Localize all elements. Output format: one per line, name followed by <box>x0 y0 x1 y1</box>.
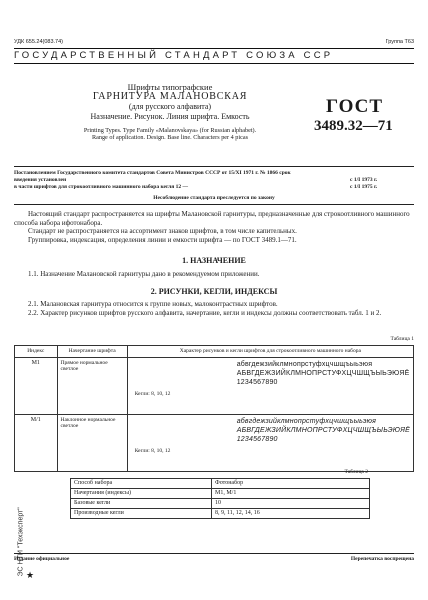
row2-digits: 1234567890 <box>236 435 278 443</box>
gost-label: ГОСТ <box>326 96 384 117</box>
intro-paragraph-2: Стандарт не распространяется на ассортимент знаков шрифтов, в том числе капительных. <box>28 227 297 235</box>
decree-rule-bottom <box>14 204 414 205</box>
intro-section <box>14 210 414 244</box>
table2-caption: Таблица 2 <box>344 469 368 475</box>
row2-style: Наклонное нормальное светлое <box>57 414 127 471</box>
group-code: Группа Т63 <box>385 39 414 45</box>
star-icon: ★ <box>26 570 35 580</box>
row1-digits: 1234567890 <box>236 378 278 386</box>
standard-banner: ГОСУДАРСТВЕННЫЙ СТАНДАРТ СОЮЗА ССР <box>14 50 334 61</box>
decree-date1: с 1/I 1973 г. <box>350 177 378 183</box>
title-line4: Назначение. Рисунок. Линия шрифта. Емкость <box>90 112 250 121</box>
row2-sizes: Кегли: 8, 10, 12 <box>134 447 171 454</box>
table-row <box>71 489 370 499</box>
table1-header-sample: Характер рисунков и кегли шрифтов для строкоотливного машинного набора <box>127 346 413 358</box>
table2-cell: Способ набора <box>71 479 212 489</box>
table2-cell: 10 <box>212 499 370 509</box>
table2-cell: Фотонабор <box>212 479 370 489</box>
section2-heading: 2. РИСУНКИ, КЕГЛИ, ИНДЕКСЫ <box>150 287 278 296</box>
decree-date2: с 1/I 1975 г. <box>350 184 378 190</box>
section1-heading: 1. НАЗНАЧЕНИЕ <box>182 256 246 265</box>
row2-lowercase: абвгдежзийклмнопрстуфхцчшщъыьэюя <box>236 417 377 425</box>
intro-paragraph-1: Настоящий стандарт распространяется на шрифты Малановской гарнитуры, предназначенные для строкоотливного машинного способа набора ифотонабора. <box>14 210 410 227</box>
row1-lowercase: абвгдежзийклмнопрстуфхцчшщъыьэюя <box>236 360 373 368</box>
row1-uppercase: АБВГДЕЖЗИЙКЛМНОПРСТУФХЦЧШЩЪЫЬЭЮЯЁ <box>236 369 410 377</box>
footer-reprint: Перепечатка воспрещена <box>350 556 414 562</box>
title-line3: (для русского алфавита) <box>128 102 212 111</box>
intro-paragraph-3: Группировка, индексация, определения линии и емкости шрифта — по ГОСТ 3489.1—71. <box>28 235 297 244</box>
decree-rule-top <box>14 166 414 167</box>
table-row <box>71 479 370 489</box>
header-rule-bottom <box>14 63 414 64</box>
table-1 <box>14 345 414 472</box>
table1-header-row <box>15 346 414 358</box>
table-row <box>15 414 414 471</box>
gost-number: 3489.32—71 <box>314 118 393 134</box>
row2-index: М/1 <box>15 414 58 471</box>
section1-paragraph: 1.1. Назначение Малановской гарнитуры дано в рекомендуемом приложении. <box>28 270 260 278</box>
table-row <box>15 357 414 414</box>
decree-line1: Постановлением Государственного комитета стандартов Совета Министров СССР от 15/XI 1971 г. № 1866 срок <box>14 170 291 176</box>
title-line1: Шрифты типографские <box>127 82 213 92</box>
row1-index: М1 <box>15 357 58 414</box>
table1-caption: Таблица 1 <box>390 336 414 342</box>
table1-header-style: Начертание шрифта <box>57 346 127 358</box>
row1-sample <box>127 357 413 414</box>
section2-paragraph-1: 2.1. Малановская гарнитура относится к группе новых, малоконтрастных шрифтов. <box>28 300 278 308</box>
footer-official: Издание официальное <box>14 556 70 562</box>
table2-cell: 8, 9, 11, 12, 14, 16 <box>212 509 370 519</box>
table1-header-index: Индекс <box>15 346 58 358</box>
row2-sample <box>127 414 413 471</box>
decree-line2: введения установлен <box>14 177 67 183</box>
title-block <box>40 82 300 122</box>
header-rule-top <box>14 48 414 49</box>
title-english-2: Range of application. Design. Base line. Characters per 4 picas <box>91 134 248 142</box>
table2-cell: М1, М/1 <box>212 489 370 499</box>
row1-style: Прямое нормальное светлое <box>57 357 127 414</box>
table-row <box>71 509 370 519</box>
title-line2: ГАРНИТУРА МАЛАНОВСКАЯ <box>92 91 248 102</box>
side-stamp: ЭС НТИ "Техэксперт" <box>17 507 25 577</box>
table2-cell: Начертания (индексы) <box>71 489 212 499</box>
legal-notice: Несоблюдение стандарта преследуется по закону <box>153 195 275 201</box>
footer-rule <box>14 553 414 554</box>
title-english-1: Printing Types. Type Family «Malanovskaya» (for Russian alphabet). <box>83 127 257 134</box>
table2-cell: Базовые кегли <box>71 499 212 509</box>
table-2 <box>70 478 370 519</box>
section2-paragraph-2: 2.2. Характер рисунков шрифтов русского алфавита, начертание, кегли и индексы должны соответствовать табл. 1 и 2. <box>28 308 382 317</box>
table-row <box>71 499 370 509</box>
row1-sizes: Кегли: 8, 10, 12 <box>134 390 171 397</box>
title-english <box>40 127 300 141</box>
row2-uppercase: АБВГДЕЖЗИЙКЛМНОПРСТУФХЦЧШЩЪЫЬЭЮЯЁ <box>236 426 410 434</box>
section2-body <box>14 300 414 317</box>
table2-cell: Производные кегли <box>71 509 212 519</box>
udk-code: УДК 655.24(083.74) <box>14 39 64 45</box>
decree-line3: в части шрифтов для строкоотливного машинного набора кегля 12 — <box>14 184 188 190</box>
